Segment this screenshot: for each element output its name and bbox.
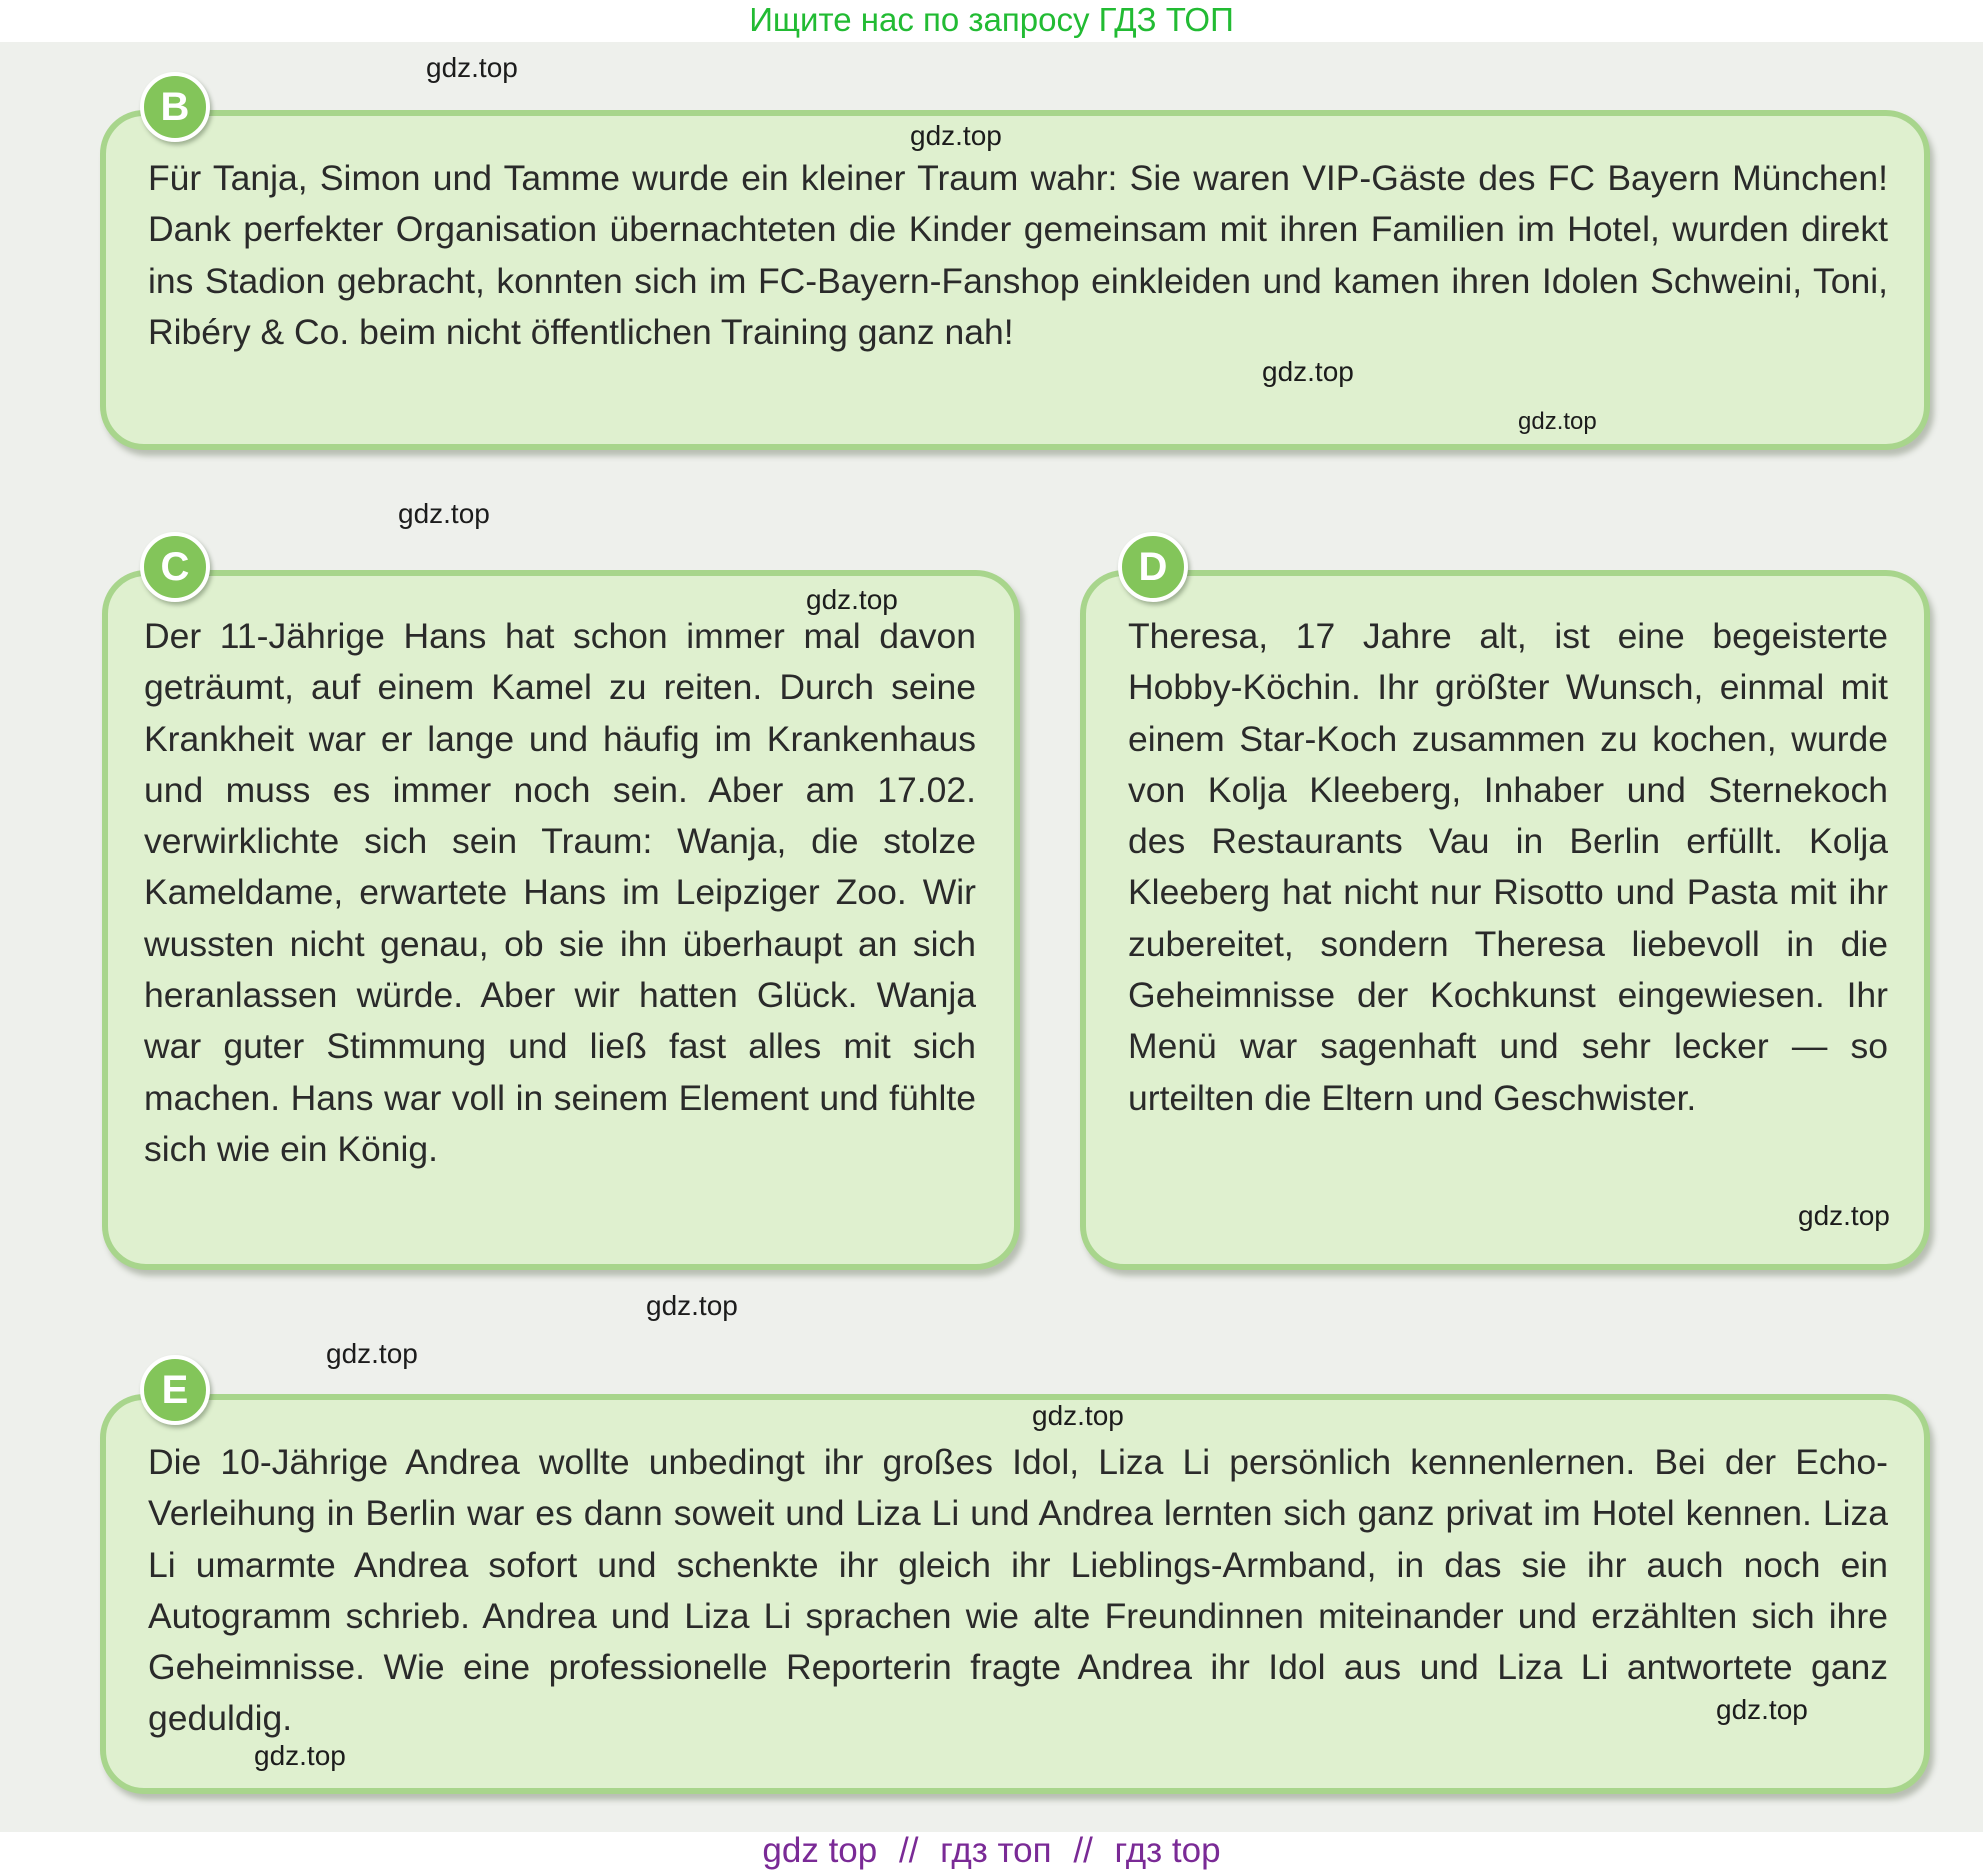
footer-part: гдз top <box>1114 1831 1221 1870</box>
watermark: gdz.top <box>806 584 898 615</box>
watermark: gdz.top <box>646 1290 738 1321</box>
story-text-e: Die 10-Jährige Andrea wollte unbedingt ihr großes Idol, Liza Li persönlich kennenlernen. Bei der Echo-Verleihung in Berlin war es dann soweit und Liza Li und Andrea lernten sich ganz privat im Hotel kennen. Liza Li umarmte Andrea sofort und schenkte ihr gleich ihr Lieblings-Armband, in das sie ihr auch noch ein Autogramm schrieb. Andrea und Liza Li sprachen wie alte Freundinnen miteinander und erzählten sich ihre Geheimnisse. Wie eine professionelle Reporterin fragte Andrea ihr Idol aus und Liza Li antwortete ganz geduldig. <box>148 1442 1888 1739</box>
story-text-d: Theresa, 17 Jahre alt, ist eine begeisterte Hobby-Köchin. Ihr größter Wunsch, einmal mit einem Star-Koch zusammen zu kochen, wurde von Kolja Kleeberg, Inhaber und Sternekoch des Restaurants Vau in Berlin erfüllt. Kolja Kleeberg hat nicht nur Risotto und Pasta mit ihr zubereitet, sondern Theresa liebevoll in die Geheimnisse der Kochkunst eingewiesen. Ihr Menü war sagenhaft und sehr lecker — so urteilten die Eltern und Geschwister. <box>1128 616 1888 1118</box>
story-text-b: Für Tanja, Simon und Tamme wurde ein kleiner Traum wahr: Sie waren VIP-Gäste des FC Bayern München! Dank perfekter Organisation übernachteten die Kinder gemeinsam mit ihren Familien im Hotel, wurden direkt ins Stadion gebracht, konnten sich im FC-Bayern-Fanshop einkleiden und kamen ihren Idolen Schweini, Toni, Ribéry & Co. beim nicht öffentlichen Training ganz nah! <box>148 158 1888 352</box>
footer-separator: // <box>898 1831 919 1870</box>
footer-separator: // <box>1073 1831 1093 1870</box>
watermark: gdz.top <box>1032 1400 1124 1431</box>
card-badge-b: B <box>140 72 210 142</box>
watermark: gdz.top <box>326 1338 418 1369</box>
card-badge-c: C <box>140 532 210 602</box>
top-banner[interactable]: Ищите нас по запросу ГДЗ ТОП <box>749 1 1234 38</box>
watermark: gdz.top <box>398 498 490 529</box>
card-badge-d: D <box>1118 532 1188 602</box>
watermark: gdz.top <box>910 120 1002 151</box>
bottom-banner[interactable] <box>0 1828 1983 1874</box>
story-text-c: Der 11-Jährige Hans hat schon immer mal davon geträumt, auf einem Kamel zu reiten. Durch seine Krankheit war er lange und häufig im Krankenhaus und muss es immer noch sein. Aber am 17.02. verwirklichte sich sein Traum: Wanja, die stolze Kameldame, erwartete Hans im Leipziger Zoo. Wir wussten nicht genau, ob sie ihn überhaupt an sich heranlassen würde. Aber wir hatten Glück. Wanja war guter Stimmung und ließ fast alles mit sich machen. Hans war voll in seinem Element und fühlte sich wie ein König. <box>144 616 976 1169</box>
watermark: gdz.top <box>1262 356 1354 387</box>
watermark: gdz.top <box>254 1740 346 1771</box>
footer-part: гдз топ <box>940 1831 1052 1870</box>
watermark: gdz.top <box>1798 1200 1890 1231</box>
watermark: gdz.top <box>1716 1694 1808 1725</box>
watermark: gdz.top <box>1518 408 1597 435</box>
footer-part: gdz top <box>762 1831 878 1870</box>
card-badge-e: E <box>140 1355 210 1425</box>
watermark: gdz.top <box>426 52 518 83</box>
